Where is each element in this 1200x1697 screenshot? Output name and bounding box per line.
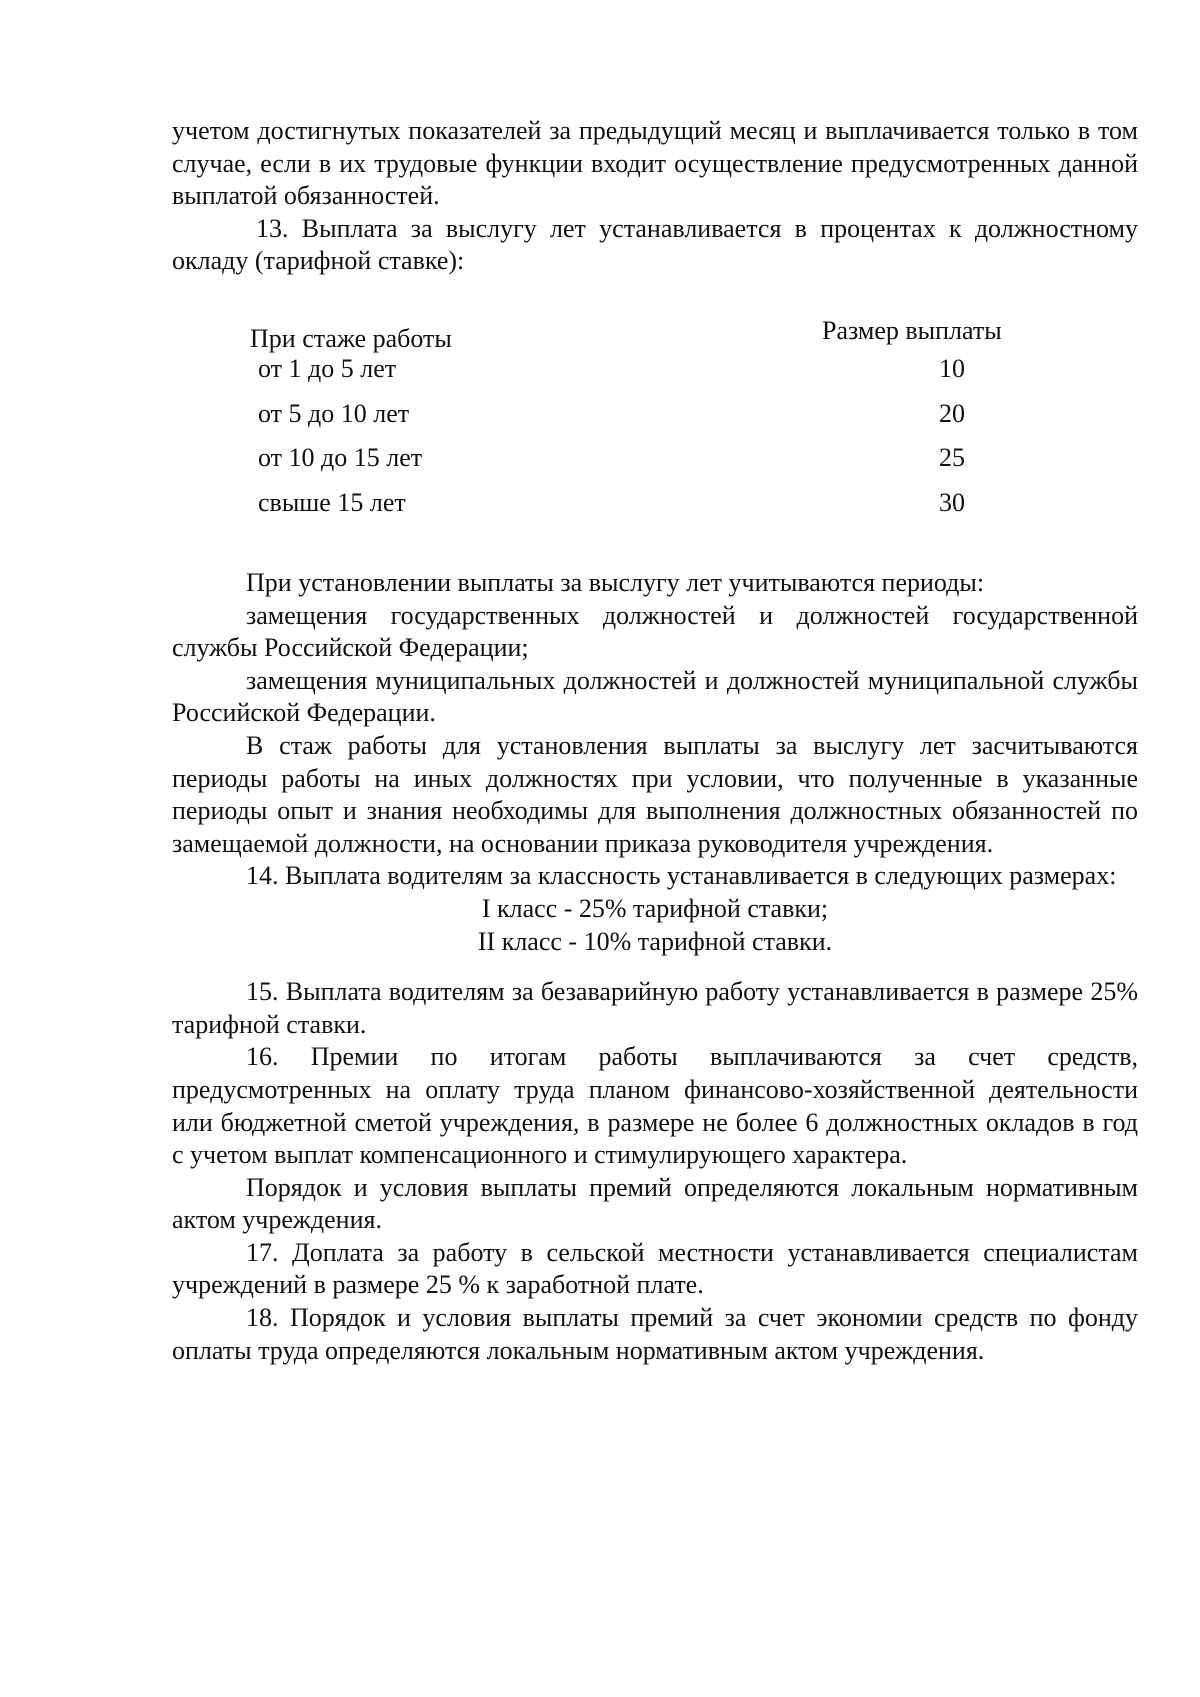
paragraph-municipal-service: замещения муниципальных должностей и должностей муниципальной службы Российской Федерации. — [172, 665, 1138, 728]
class-1-line: I класс - 25% тарифной ставки; — [481, 893, 829, 923]
paragraph-procedure: Порядок и условия выплаты премий определяются локальным нормативным актом учреждения. — [172, 1172, 1138, 1235]
table-row — [250, 398, 1050, 443]
table-cell-value: 25 — [939, 443, 965, 472]
paragraph-16: 16. Премии по итогам работы выплачиваются за счет средств, предусмотренных на оплату труда планом финансово-хозяйственной деятельности или бюджетной сметой учреждения, в размере не более 6 должностных окладов в год с учетом выплат компенсационного и стимулирующего характера. — [172, 1042, 1138, 1170]
table-row — [250, 442, 1050, 487]
table-cell-period: от 5 до 10 лет — [258, 398, 410, 428]
paragraph-18: 18. Порядок и условия выплаты премий за счет экономии средств по фонду оплаты труда определяются локальным нормативным актом учреждения. — [172, 1303, 1138, 1365]
table-cell-period: от 1 до 5 лет — [258, 354, 397, 383]
paragraph-17: 17. Доплата за работу в сельской местности устанавливается специалистам учреждений в размере 25 % к заработной плате. — [172, 1237, 1138, 1300]
table-cell-value: 30 — [939, 487, 965, 517]
text-block-main — [172, 567, 1138, 1367]
paragraph-periods-intro: При установлении выплаты за выслугу лет учитываются периоды: — [246, 568, 985, 597]
paragraph-14: 14. Выплата водителям за классность устанавливается в следующих размерах: — [246, 861, 1117, 891]
text-block-top — [172, 115, 1138, 278]
spacer — [172, 958, 1138, 976]
table-row — [250, 487, 1050, 532]
paragraph-13: 13. Выплата за выслугу лет устанавливается в процентах к должностному окладу (тарифной ставке): — [172, 213, 1138, 276]
paragraph-continuation: учетом достигнутых показателей за предыдущий месяц и выплачивается только в том случае, если в их трудовые функции входит осуществление предусмотренных данной выплатой обязанностей. — [172, 116, 1138, 211]
paragraph-other-positions: В стаж работы для установления выплаты за выслугу лет засчитываются периоды работы на иных должностях при условии, что полученные в указанные периоды опыт и знания необходимы для выполнения должностных обязанностей по замещаемой должности, на основании приказа руководителя учреждения. — [172, 730, 1138, 858]
class-2-line: II класс - 10% тарифной ставки. — [477, 926, 833, 956]
table-header-amount: Размер выплаты — [822, 316, 1002, 345]
paragraph-state-service: замещения государственных должностей и должностей государственной службы Российской Федерации; — [172, 600, 1138, 663]
table-header-period: При стаже работы — [250, 324, 452, 353]
table-cell-period: свыше 15 лет — [258, 487, 406, 517]
table-cell-value: 20 — [939, 398, 965, 428]
seniority-table — [250, 315, 1050, 531]
table-row — [250, 353, 1050, 398]
paragraph-15: 15. Выплата водителям за безаварийную работу устанавливается в размере 25% тарифной ставки. — [172, 977, 1138, 1039]
table-cell-value: 10 — [939, 354, 965, 383]
table-header — [250, 315, 1050, 353]
table-cell-period: от 10 до 15 лет — [258, 443, 423, 472]
